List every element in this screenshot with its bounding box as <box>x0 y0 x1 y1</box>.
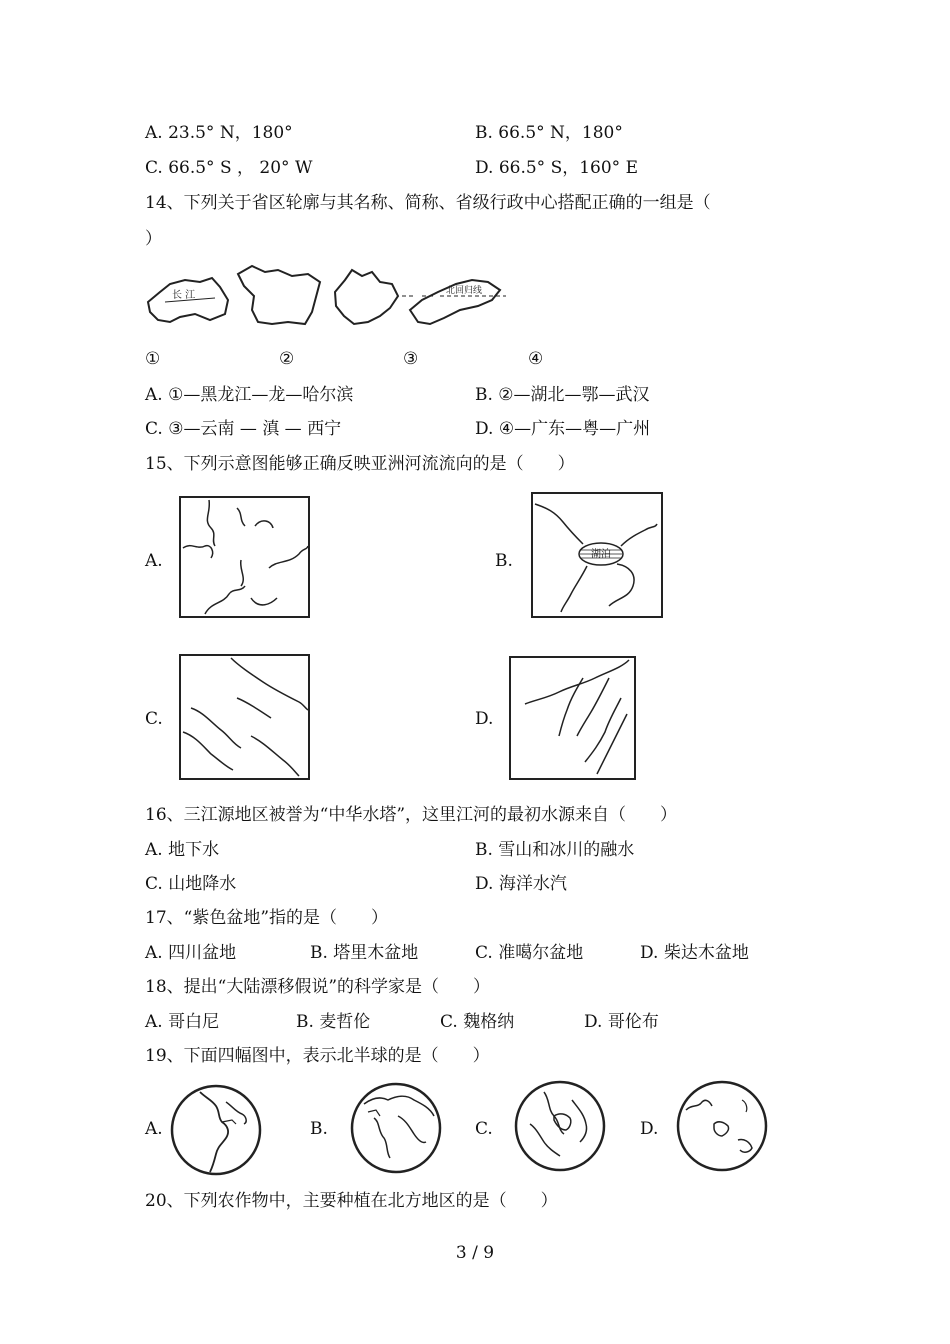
q14-option-b: B. ②—湖北—鄂—武汉 <box>475 385 650 405</box>
q15-label-c: C. <box>145 709 163 729</box>
q16-option-b: B. 雪山和冰川的融水 <box>475 840 635 860</box>
q16-stem: 16、三江源地区被誉为“中华水塔”，这里江河的最初水源来自（ ） <box>145 805 678 825</box>
q15-lake-label: 湖泊 <box>591 549 611 560</box>
q16-option-d: D. 海洋水汽 <box>475 874 567 894</box>
q15-map-a <box>179 496 310 618</box>
q19-label-d: D. <box>640 1119 659 1139</box>
q15-stem: 15、下列示意图能够正确反映亚洲河流流向的是（ ） <box>145 454 575 474</box>
q17-option-b: B. 塔里木盆地 <box>310 943 419 963</box>
q20-stem: 20、下列农作物中，主要种植在北方地区的是（ ） <box>145 1191 558 1211</box>
q15-map-b <box>531 492 663 618</box>
q16-option-c: C. 山地降水 <box>145 874 237 894</box>
province-4-tropic-label: 北回归线 <box>446 286 483 296</box>
q14-stem-close: ） <box>145 229 162 249</box>
q15-map-d <box>509 656 636 780</box>
q14-figure-num-2: ② <box>279 349 295 369</box>
q19-globe-d <box>676 1080 768 1172</box>
q17-option-d: D. 柴达木盆地 <box>640 943 749 963</box>
q14-figure-num-1: ① <box>145 349 161 369</box>
q17-stem: 17、“紫色盆地”指的是（ ） <box>145 908 389 928</box>
q19-label-c: C. <box>475 1119 493 1139</box>
q14-option-c: C. ③—云南 — 滇 — 西宁 <box>145 419 342 439</box>
q17-option-c: C. 准噶尔盆地 <box>475 943 584 963</box>
q14-figure-num-3: ③ <box>403 349 419 369</box>
page-number: 3 / 9 <box>455 1243 495 1263</box>
q14-stem: 14、下列关于省区轮廓与其名称、简称、省级行政中心搭配正确的一组是（ <box>145 193 711 213</box>
province-1-river-label: 长 江 <box>172 290 196 301</box>
q14-option-a: A. ①—黑龙江—龙—哈尔滨 <box>145 385 354 405</box>
q14-figure-num-4: ④ <box>528 349 544 369</box>
q13-option-d: D. 66.5° S，160° E <box>475 158 638 178</box>
q14-option-d: D. ④—广东—粤—广州 <box>475 419 651 439</box>
q15-label-b: B. <box>495 551 513 571</box>
q19-stem: 19、下面四幅图中，表示北半球的是（ ） <box>145 1046 490 1066</box>
q18-option-a: A. 哥白尼 <box>145 1012 220 1032</box>
q15-label-d: D. <box>475 709 494 729</box>
q18-stem: 18、提出“大陆漂移假说”的科学家是（ ） <box>145 977 491 997</box>
q17-option-a: A. 四川盆地 <box>145 943 237 963</box>
q19-globe-c <box>514 1080 606 1172</box>
province-outlines-figure <box>140 262 510 336</box>
q13-option-a: A. 23.5° N，180° <box>145 123 293 143</box>
q19-globe-a <box>170 1084 262 1176</box>
q13-option-b: B. 66.5° N，180° <box>475 123 623 143</box>
q16-option-a: A. 地下水 <box>145 840 220 860</box>
q15-map-c <box>179 654 310 780</box>
q13-option-c: C. 66.5° S ， 20° W <box>145 158 313 178</box>
q15-label-a: A. <box>145 551 163 571</box>
q19-globe-b <box>350 1082 442 1174</box>
q18-option-b: B. 麦哲伦 <box>296 1012 371 1032</box>
q18-option-d: D. 哥伦布 <box>584 1012 659 1032</box>
q19-label-a: A. <box>145 1119 163 1139</box>
q19-label-b: B. <box>310 1119 328 1139</box>
q18-option-c: C. 魏格纳 <box>440 1012 515 1032</box>
province-outline-2 <box>238 266 320 324</box>
province-outline-3 <box>335 270 398 324</box>
